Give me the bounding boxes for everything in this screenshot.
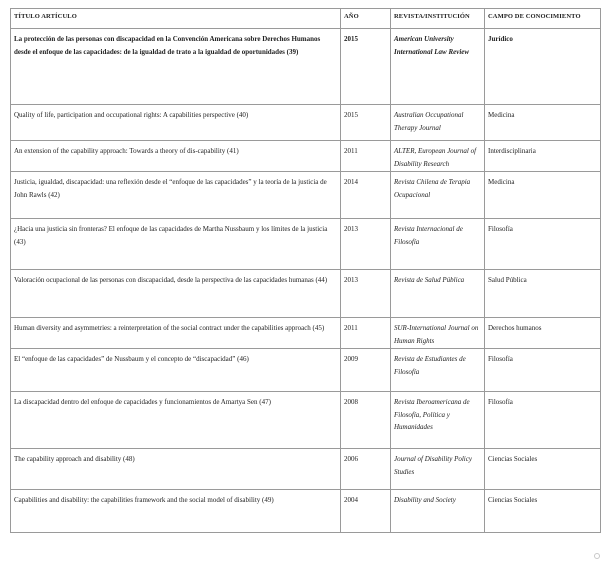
cell-journal: Revista de Estudiantes de Filosofía <box>391 349 485 392</box>
cell-title: The capability approach and disability (48) <box>11 449 341 490</box>
table-row <box>11 219 601 270</box>
table-row <box>11 490 601 533</box>
cell-journal: Revista Internacional de Filosofía <box>391 219 485 270</box>
cell-year: 2015 <box>341 29 391 105</box>
cell-title: Capabilities and disability: the capabilities framework and the social model of disability (49) <box>11 490 341 533</box>
header-year: AÑO <box>341 9 391 29</box>
cell-title: El “enfoque de las capacidades” de Nussbaum y el concepto de “discapacidad” (46) <box>11 349 341 392</box>
cell-field: Filosofía <box>485 392 601 449</box>
cell-journal: SUR-International Journal on Human Rights <box>391 318 485 349</box>
cell-field: Interdisciplinaria <box>485 141 601 172</box>
header-journal: REVISTA/INSTITUCIÓN <box>391 9 485 29</box>
cell-title: Human diversity and asymmetries: a reinterpretation of the social contract under the capabilities approach (45) <box>11 318 341 349</box>
cell-journal: Revista de Salud Pública <box>391 270 485 318</box>
articles-table <box>10 8 601 533</box>
cell-year: 2013 <box>341 219 391 270</box>
cell-field: Jurídico <box>485 29 601 105</box>
cell-title: ¿Hacia una justicia sin fronteras? El enfoque de las capacidades de Martha Nussbaum y los límites de la justicia (43) <box>11 219 341 270</box>
cell-year: 2004 <box>341 490 391 533</box>
cell-field: Filosofía <box>485 349 601 392</box>
cell-year: 2009 <box>341 349 391 392</box>
cell-year: 2006 <box>341 449 391 490</box>
cell-journal: ALTER, European Journal of Disability Research <box>391 141 485 172</box>
cell-field: Filosofía <box>485 219 601 270</box>
cell-year: 2015 <box>341 105 391 141</box>
cell-title: La discapacidad dentro del enfoque de capacidades y funcionamientos de Amartya Sen (47) <box>11 392 341 449</box>
cell-field: Ciencias Sociales <box>485 490 601 533</box>
table-row <box>11 349 601 392</box>
table-row <box>11 318 601 349</box>
cell-journal: American University International Law Review <box>391 29 485 105</box>
table-header-row <box>11 9 601 29</box>
cell-year: 2011 <box>341 141 391 172</box>
table-row <box>11 392 601 449</box>
cell-title: An extension of the capability approach: Towards a theory of dis-capability (41) <box>11 141 341 172</box>
cell-journal: Journal of Disability Policy Studies <box>391 449 485 490</box>
table-row <box>11 270 601 318</box>
cell-year: 2011 <box>341 318 391 349</box>
cell-field: Salud Pública <box>485 270 601 318</box>
table-row <box>11 449 601 490</box>
table-row <box>11 105 601 141</box>
table-body <box>11 29 601 533</box>
table-row <box>11 141 601 172</box>
cell-journal: Australian Occupational Therapy Journal <box>391 105 485 141</box>
cell-title: Quality of life, participation and occupational rights: A capabilities perspective (40) <box>11 105 341 141</box>
table-row <box>11 172 601 219</box>
page-corner-mark <box>594 553 600 559</box>
cell-year: 2008 <box>341 392 391 449</box>
cell-field: Medicina <box>485 172 601 219</box>
cell-title: Justicia, igualdad, discapacidad: una reflexión desde el “enfoque de las capacidades” y la teoría de la justicia de John Rawls (42) <box>11 172 341 219</box>
cell-journal: Revista Chilena de Terapia Ocupacional <box>391 172 485 219</box>
cell-year: 2013 <box>341 270 391 318</box>
cell-title: Valoración ocupacional de las personas con discapacidad, desde la perspectiva de las capacidades humanas (44) <box>11 270 341 318</box>
cell-title: La protección de las personas con discapacidad en la Convención Americana sobre Derechos Humanos desde el enfoque de las capacidades: de la igualdad de trato a la igualdad de oportunidades (39) <box>11 29 341 105</box>
cell-field: Medicina <box>485 105 601 141</box>
header-field: CAMPO DE CONOCIMIENTO <box>485 9 601 29</box>
cell-journal: Disability and Society <box>391 490 485 533</box>
header-title: TÍTULO ARTÍCULO <box>11 9 341 29</box>
table-row <box>11 29 601 105</box>
cell-field: Ciencias Sociales <box>485 449 601 490</box>
cell-journal: Revista Iberoamericana de Filosofía, Política y Humanidades <box>391 392 485 449</box>
cell-field: Derechos humanos <box>485 318 601 349</box>
cell-year: 2014 <box>341 172 391 219</box>
